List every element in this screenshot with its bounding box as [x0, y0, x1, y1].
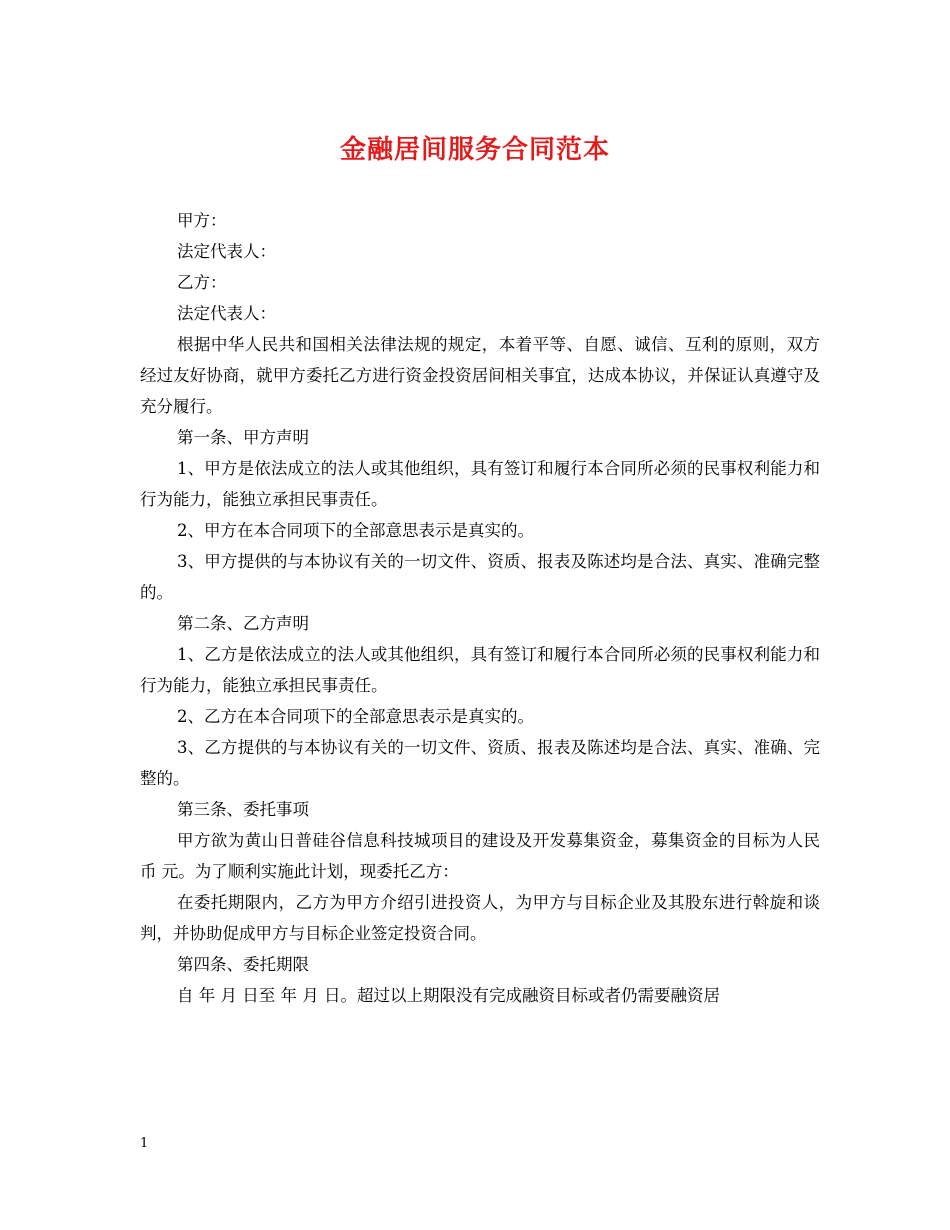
section-heading-3: 第三条、委托事项	[177, 800, 309, 819]
paragraph-clause: 在委托期限内，乙方为甲方介绍引进投资人，为甲方与目标企业及其股东进行斡旋和谈判，并协助促成甲方与目标企业签定投资合同。	[140, 893, 820, 943]
section-heading-2: 第二条、乙方声明	[177, 614, 309, 633]
paragraph-clause: 2、乙方在本合同项下的全部意思表示是真实的。	[177, 707, 534, 726]
paragraph-clause: 甲方欲为黄山日普硅谷信息科技城项目的建设及开发募集资金，募集资金的目标为人民币 元。为了顺利实施此计划，现委托乙方：	[140, 831, 820, 881]
document-title: 金融居间服务合同范本	[339, 135, 610, 165]
paragraph-party-a-representative: 法定代表人：	[177, 242, 276, 261]
paragraph-clause: 1、乙方是依法成立的法人或其他组织，具有签订和履行本合同所必须的民事权利能力和行为能力，能独立承担民事责任。	[140, 645, 820, 695]
section-heading-4: 第四条、委托期限	[177, 955, 309, 974]
paragraph-clause: 3、乙方提供的与本协议有关的一切文件、资质、报表及陈述均是合法、真实、准确、完整的。	[140, 738, 820, 788]
paragraph-clause: 1、甲方是依法成立的法人或其他组织，具有签订和履行本合同所必须的民事权利能力和行为能力，能独立承担民事责任。	[140, 459, 820, 509]
document-body	[140, 205, 820, 1011]
paragraph-preamble: 根据中华人民共和国相关法律法规的规定，本着平等、自愿、诚信、互利的原则，双方经过友好协商，就甲方委托乙方进行资金投资居间相关事宜，达成本协议，并保证认真遵守及充分履行。	[140, 335, 820, 416]
paragraph-clause: 3、甲方提供的与本协议有关的一切文件、资质、报表及陈述均是合法、真实、准确完整的。	[140, 552, 820, 602]
paragraph-party-b: 乙方：	[177, 273, 227, 292]
paragraph-party-b-representative: 法定代表人：	[177, 304, 276, 323]
page-number: 1	[140, 1136, 149, 1151]
paragraph-clause: 2、甲方在本合同项下的全部意思表示是真实的。	[177, 521, 534, 540]
section-heading-1: 第一条、甲方声明	[177, 428, 309, 447]
paragraph-party-a: 甲方：	[177, 211, 227, 230]
paragraph-clause: 自 年 月 日至 年 月 日。超过以上期限没有完成融资目标或者仍需要融资居	[177, 986, 720, 1005]
